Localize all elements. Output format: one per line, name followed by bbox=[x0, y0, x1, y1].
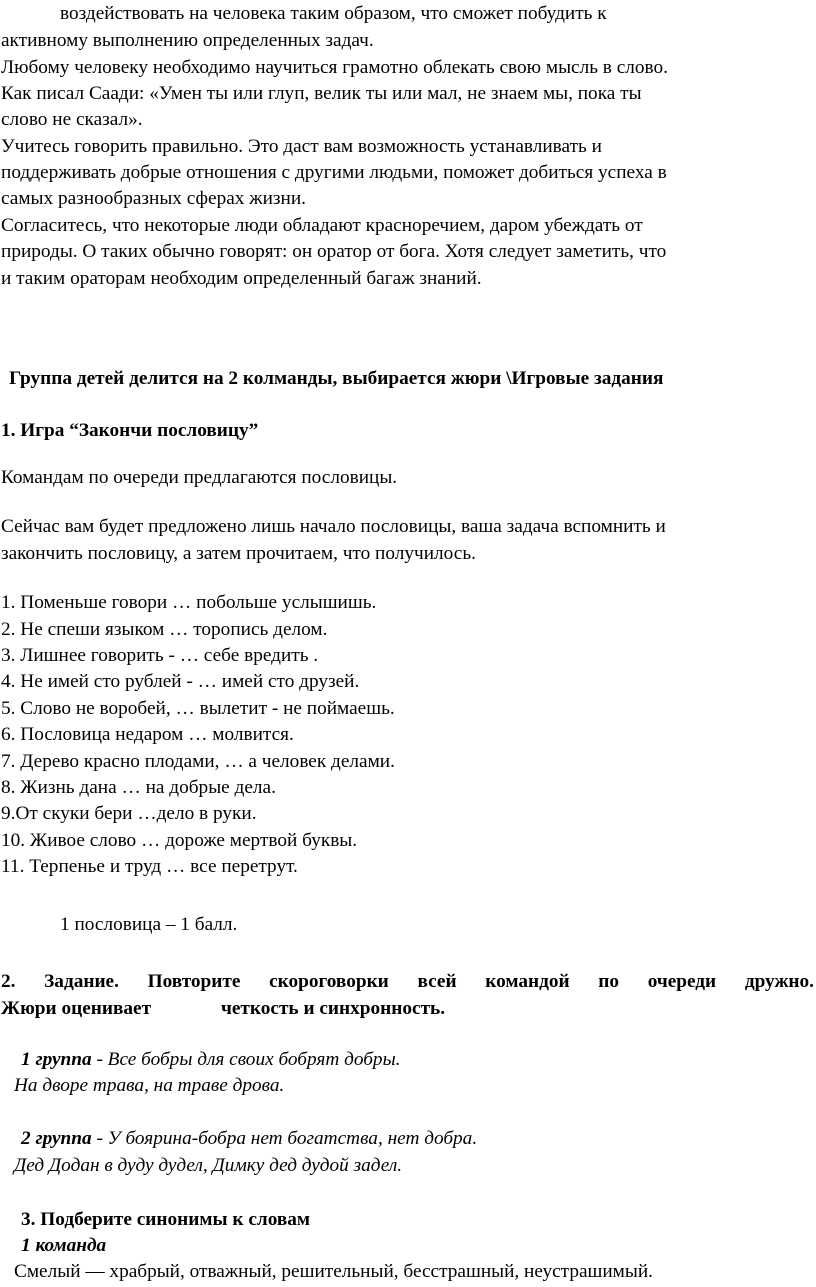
task2-line-1: 2. Задание. Повторите скороговорки всей командой по очереди дружно. bbox=[1, 971, 814, 992]
proverb-item: 11. Терпенье и труд … все перетрут. bbox=[1, 856, 298, 877]
score-note: 1 пословица – 1 балл. bbox=[60, 914, 238, 935]
intro-line-2: активному выполнению определенных задач. bbox=[1, 30, 374, 51]
proverb-item: 7. Дерево красно плодами, … а человек делами. bbox=[1, 751, 395, 772]
group1-label: 1 группа bbox=[21, 1049, 92, 1070]
proverb-item: 3. Лишнее говорить - … себе вредить . bbox=[1, 645, 319, 666]
task2-line-2-part-2: четкость и синхронность. bbox=[221, 998, 446, 1019]
intro-line-9: Согласитесь, что некоторые люди обладают красноречием, даром убеждать от bbox=[1, 215, 643, 236]
task3-team1-line: Смелый — храбрый, отважный, решительный, бесстрашный, неустрашимый. bbox=[14, 1261, 653, 1282]
proverb-item: 2. Не спеши языком … торопись делом. bbox=[1, 619, 328, 640]
proverb-item: 6. Пословица недаром … молвится. bbox=[1, 724, 294, 745]
groups-heading: Группа детей делится на 2 колманды, выбирается жюри \Игровые задания bbox=[9, 368, 664, 389]
proverb-item: 10. Живое слово … дороже мертвой буквы. bbox=[1, 830, 358, 851]
proverb-item: 5. Слово не воробей, … вылетит - не поймаешь. bbox=[1, 698, 395, 719]
intro-line-3: Любому человеку необходимо научиться грамотно облекать свою мысль в слово. bbox=[1, 57, 668, 78]
intro-line-5: слово не сказал». bbox=[1, 109, 143, 130]
intro-line-10: природы. О таких обычно говорят: он оратор от бога. Хотя следует заметить, что bbox=[1, 241, 667, 262]
game1-task-line-2: закончить пословицу, а затем прочитаем, что получилось. bbox=[1, 543, 476, 564]
game1-task-line-1: Сейчас вам будет предложено лишь начало пословицы, ваша задача вспомнить и bbox=[1, 516, 666, 537]
group1-line-1 bbox=[21, 1047, 400, 1073]
proverb-item: 9.От скуки бери …дело в руки. bbox=[1, 803, 257, 824]
group2-text: - У боярина-бобра нет богатства, нет добра. bbox=[91, 1128, 478, 1149]
intro-line-7: поддерживать добрые отношения с другими людьми, поможет добиться успеха в bbox=[1, 162, 667, 183]
group1-line-2: На дворе трава, на траве дрова. bbox=[14, 1075, 285, 1096]
proverb-item: 4. Не имей сто рублей - … имей сто друзей. bbox=[1, 671, 360, 692]
game1-title: 1. Игра “Закончи пословицу” bbox=[1, 420, 259, 441]
game1-intro: Командам по очереди предлагаются пословицы. bbox=[1, 467, 398, 488]
task2-line-2-part-1: Жюри оценивает bbox=[1, 998, 152, 1019]
task3-title: 3. Подберите синонимы к словам bbox=[21, 1209, 311, 1230]
intro-line-8: самых разнообразных сферах жизни. bbox=[1, 188, 306, 209]
intro-line-1: воздействовать на человека таким образом, что сможет побудить к bbox=[60, 3, 607, 24]
group1-text: - Все бобры для своих бобрят добры. bbox=[91, 1049, 401, 1070]
intro-line-4: Как писал Саади: «Умен ты или глуп, велик ты или мал, не знаем мы, пока ты bbox=[1, 83, 642, 104]
task3-team1-label: 1 команда bbox=[21, 1235, 107, 1256]
intro-line-6: Учитесь говорить правильно. Это даст вам возможность устанавливать и bbox=[1, 136, 602, 157]
intro-line-11: и таким ораторам необходим определенный багаж знаний. bbox=[1, 268, 482, 289]
group2-label: 2 группа bbox=[21, 1128, 92, 1149]
proverb-item: 1. Поменьше говори … побольше услышишь. bbox=[1, 592, 377, 613]
proverb-item: 8. Жизнь дана … на добрые дела. bbox=[1, 777, 276, 798]
group2-line-1 bbox=[21, 1126, 477, 1152]
group2-line-2: Дед Додан в дуду дудел, Димку дед дудой задел. bbox=[14, 1155, 403, 1176]
